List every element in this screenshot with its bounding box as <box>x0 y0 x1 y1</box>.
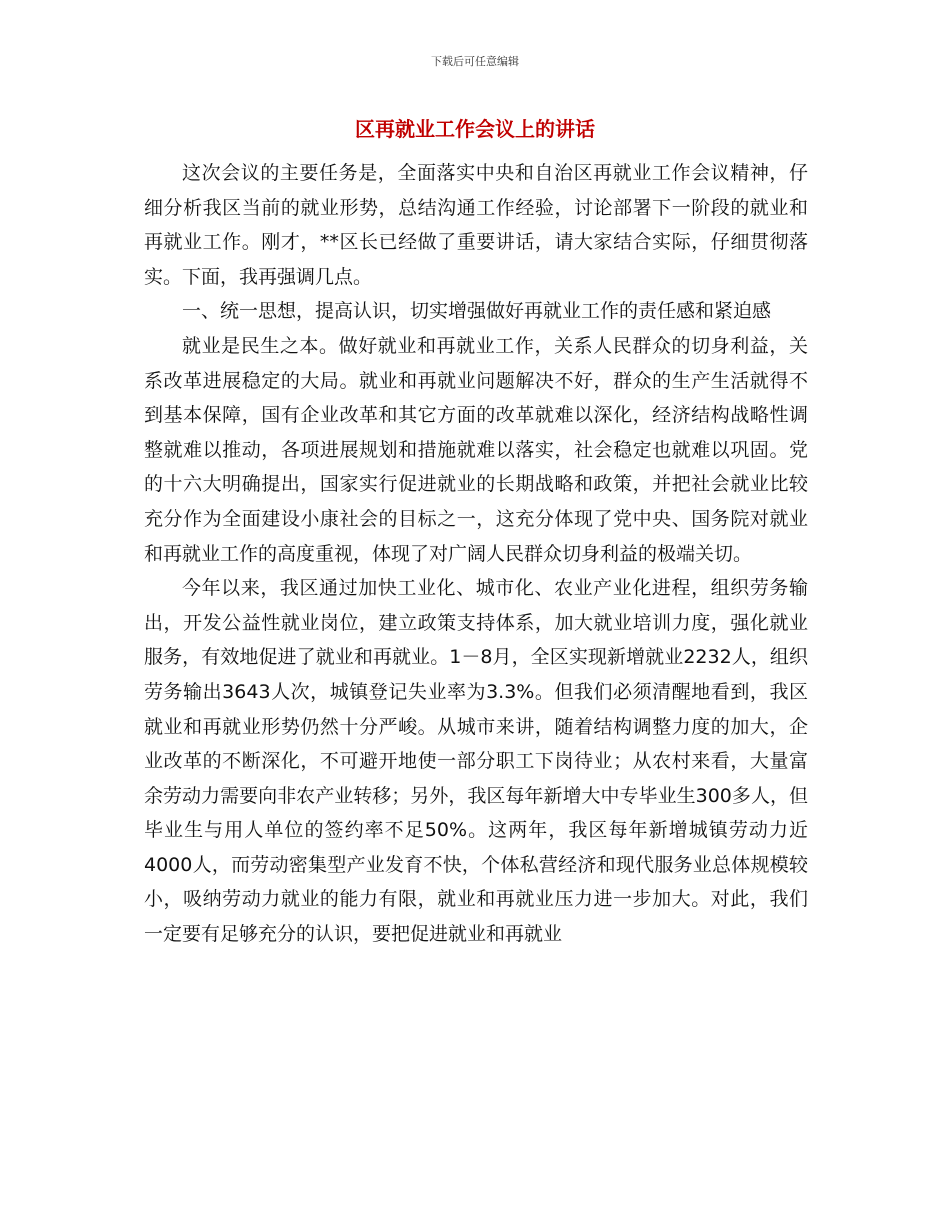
document-body <box>144 156 808 952</box>
section-heading-1: 一、统一思想，提高认识，切实增强做好再就业工作的责任感和紧迫感 <box>182 300 772 323</box>
document-title: 区再就业工作会议上的讲话 <box>355 117 595 141</box>
header-note: 下载后可任意编辑 <box>431 55 519 68</box>
paragraph-current-situation: 今年以来，我区通过加快工业化、城市化、农业产业化进程，组织劳务输出，开发公益性就业岗位，建立政策支持体系，加大就业培训力度，强化就业服务，有效地促进了就业和再就业。1－8月，全区实现新增就业2232人，组织劳务输出3643人次，城镇登记失业率为3.3%。但我们必须清醒地看到，我区就业和再就业形势仍然十分严峻。从城市来讲，随着结构调整力度的加大，企业改革的不断深化，不可避开地使一部分职工下岗待业；从农村来看，大量富余劳动力需要向非农产业转移；另外，我区每年新增大中专毕业生300多人，但毕业生与用人单位的签约率不足50%。这两年，我区每年新增城镇劳动力近4000人，而劳动密集型产业发育不快，个体私营经济和现代服务业总体规模较小，吸纳劳动力就业的能力有限，就业和再就业压力进一步加大。对此，我们一定要有足够充分的认识，要把促进就业和再就业 <box>144 577 808 946</box>
paragraph-employment-importance: 就业是民生之本。做好就业和再就业工作，关系人民群众的切身利益，关系改革进展稳定的大局。就业和再就业问题解决不好，群众的生产生活就得不到基本保障，国有企业改革和其它方面的改革就难以深化，经济结构战略性调整就难以推动，各项进展规划和措施就难以落实，社会稳定也就难以巩固。党的十六大明确提出，国家实行促进就业的长期战略和政策，并把社会就业比较充分作为全面建设小康社会的目标之一，这充分体现了党中央、国务院对就业和再就业工作的高度重视，体现了对广阔人民群众切身利益的极端关切。 <box>144 334 808 565</box>
paragraph-intro: 这次会议的主要任务是，全面落实中央和自治区再就业工作会议精神，仔细分析我区当前的就业形势，总结沟通工作经验，讨论部署下一阶段的就业和再就业工作。刚才，**区长已经做了重要讲话，请大家结合实际，仔细贯彻落实。下面，我再强调几点。 <box>144 162 808 288</box>
